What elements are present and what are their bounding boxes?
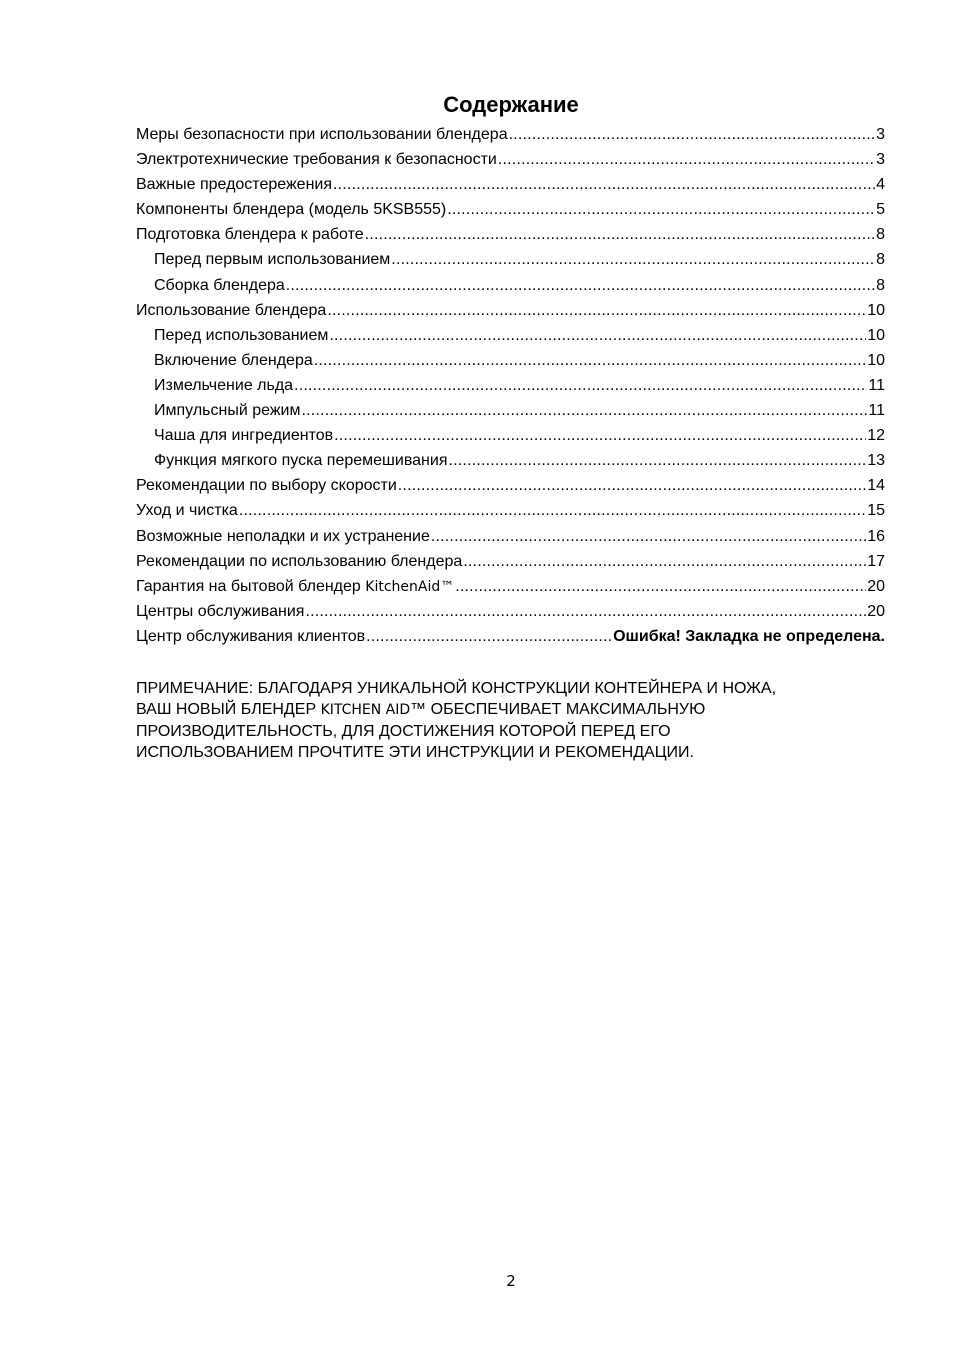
toc-entry-text: Компоненты блендера (модель 5KSB555) — [136, 201, 447, 219]
toc-entry-label — [136, 298, 326, 323]
toc-entry-label — [136, 549, 462, 574]
toc-page-number: 10 — [867, 326, 885, 344]
toc-entry[interactable] — [136, 624, 885, 649]
toc-entry[interactable] — [136, 348, 885, 373]
toc-entry-text: Возможные неполадки и их устранение — [136, 527, 430, 545]
toc-entry[interactable] — [136, 172, 885, 197]
toc-entry-label — [136, 197, 446, 222]
toc-entry[interactable] — [136, 122, 885, 147]
toc-page-number: 10 — [867, 351, 885, 369]
toc-entry-text: Сборка блендера — [154, 276, 285, 294]
toc-entry[interactable] — [136, 473, 885, 498]
toc-page-number: 15 — [867, 502, 885, 520]
toc-entry[interactable] — [136, 448, 885, 473]
toc-entry-label — [136, 247, 390, 272]
toc-entry-text: Чаша для ингредиентов — [154, 427, 334, 445]
dot-leader — [327, 298, 866, 323]
toc-entry[interactable] — [136, 298, 885, 323]
toc-page-number: 14 — [867, 477, 885, 495]
toc-page-number: 5 — [876, 201, 885, 219]
toc-entry-label — [136, 222, 364, 247]
toc-entry-text: Центр обслуживания клиентов — [136, 627, 366, 645]
dot-leader — [334, 423, 866, 448]
dot-leader — [498, 147, 875, 172]
note-text: ™ ОБЕСПЕЧИВАЕТ МАКСИМАЛЬНУЮ — [410, 701, 706, 718]
brand-name: KITCHEN AID — [320, 702, 411, 718]
dot-leader — [431, 524, 866, 549]
toc-entry-text: Импульсный режим — [154, 402, 301, 420]
toc-entry-text: Электротехнические требования к безопасности — [136, 151, 497, 169]
toc-entry[interactable] — [136, 323, 885, 348]
toc-page-number: 11 — [868, 402, 885, 420]
toc-entry[interactable] — [136, 222, 885, 247]
toc-entry-label — [136, 398, 300, 423]
dot-leader — [333, 172, 875, 197]
toc-entry-label — [136, 172, 332, 197]
toc-entry-text: Включение блендера — [154, 351, 313, 369]
toc-entry-label — [136, 448, 447, 473]
toc-entry-text: Уход и чистка — [136, 502, 238, 520]
toc-entry-label — [136, 423, 333, 448]
toc-entry-label — [136, 574, 454, 599]
toc-page-number: 8 — [876, 251, 885, 269]
note-line: ИСПОЛЬЗОВАНИЕМ ПРОЧТИТЕ ЭТИ ИНСТРУКЦИИ И РЕКОМЕНДАЦИИ. — [136, 744, 694, 761]
dot-leader — [286, 273, 875, 298]
dot-leader — [463, 549, 866, 574]
dot-leader — [366, 624, 612, 649]
page-number: 2 — [506, 1272, 516, 1290]
toc-entry[interactable] — [136, 247, 885, 272]
toc-entry[interactable] — [136, 273, 885, 298]
toc-page-number: 8 — [876, 276, 885, 294]
toc-entry[interactable] — [136, 574, 885, 599]
toc-entry-label — [136, 498, 238, 523]
toc-entry-label — [136, 147, 497, 172]
toc-entry-text: Перед использованием — [154, 326, 329, 344]
toc-entry-label — [136, 473, 397, 498]
toc-entry-text: Важные предостережения — [136, 176, 332, 194]
toc-entry-text: Перед первым использованием — [154, 251, 391, 269]
toc-entry-text: Гарантия на бытовой блендер — [136, 577, 366, 595]
toc-page-number: 13 — [867, 452, 885, 470]
dot-leader — [329, 323, 866, 348]
toc-entry-label — [136, 348, 313, 373]
toc-page-number: 17 — [867, 552, 885, 570]
toc-entry-label — [136, 599, 304, 624]
toc-page-number: 4 — [876, 176, 885, 194]
note-text: ВАШ НОВЫЙ БЛЕНДЕР — [136, 701, 321, 718]
toc-entry[interactable] — [136, 423, 885, 448]
toc-entry[interactable] — [136, 498, 885, 523]
toc-page-number: 11 — [868, 376, 885, 394]
note-paragraph — [136, 678, 856, 763]
toc-entry-label — [136, 273, 285, 298]
dot-leader — [391, 247, 875, 272]
toc-entry-label — [136, 524, 430, 549]
toc-entry-text: Подготовка блендера к работе — [136, 226, 364, 244]
toc-entry-text: Рекомендации по использованию блендера — [136, 552, 463, 570]
note-line: ПРИМЕЧАНИЕ: БЛАГОДАРЯ УНИКАЛЬНОЙ КОНСТРУКЦИИ КОНТЕЙНЕРА И НОЖА, — [136, 680, 777, 697]
table-of-contents — [136, 122, 885, 649]
toc-entry-text: Меры безопасности при использовании блендера — [136, 126, 508, 143]
brand-name: KitchenAid™ — [365, 578, 455, 595]
dot-leader — [365, 222, 875, 247]
toc-page-number: 8 — [876, 226, 885, 244]
toc-entry-label — [136, 323, 328, 348]
toc-entry-text: Использование блендера — [136, 301, 327, 319]
toc-entry-text: Измельчение льда — [154, 376, 294, 394]
toc-entry-label — [136, 122, 508, 147]
toc-entry[interactable] — [136, 398, 885, 423]
note-line — [136, 699, 856, 721]
toc-entry-text: Рекомендации по выбору скорости — [136, 477, 397, 495]
dot-leader — [447, 197, 875, 222]
dot-leader — [455, 574, 866, 599]
dot-leader — [314, 348, 866, 373]
toc-entry[interactable] — [136, 549, 885, 574]
dot-leader — [448, 448, 866, 473]
toc-entry-text: Функция мягкого пуска перемешивания — [154, 452, 448, 470]
dot-leader — [398, 473, 866, 498]
bookmark-error: Ошибка! Закладка не определена. — [613, 627, 885, 645]
toc-entry[interactable] — [136, 599, 885, 624]
toc-page-number: 16 — [867, 527, 885, 545]
toc-entry[interactable] — [136, 147, 885, 172]
dot-leader — [305, 599, 866, 624]
dot-leader — [509, 122, 876, 147]
toc-page-number: 10 — [867, 301, 885, 319]
toc-entry[interactable] — [136, 524, 885, 549]
toc-page-number: 3 — [876, 151, 885, 169]
dot-leader — [301, 398, 867, 423]
toc-entry[interactable] — [136, 373, 885, 398]
page-title: Содержание — [443, 92, 579, 117]
note-line: ПРОИЗВОДИТЕЛЬНОСТЬ, ДЛЯ ДОСТИЖЕНИЯ КОТОРОЙ ПЕРЕД ЕГО — [136, 723, 671, 740]
toc-entry-label — [136, 624, 365, 649]
toc-entry-label — [136, 373, 293, 398]
dot-leader — [294, 373, 867, 398]
toc-page-number: 20 — [867, 577, 885, 595]
toc-page-number: 12 — [867, 427, 885, 445]
dot-leader — [239, 498, 866, 523]
toc-entry[interactable] — [136, 197, 885, 222]
toc-page-number: 20 — [867, 602, 885, 620]
toc-entry-text: Центры обслуживания — [136, 602, 305, 620]
toc-page-number: 3 — [876, 126, 885, 143]
